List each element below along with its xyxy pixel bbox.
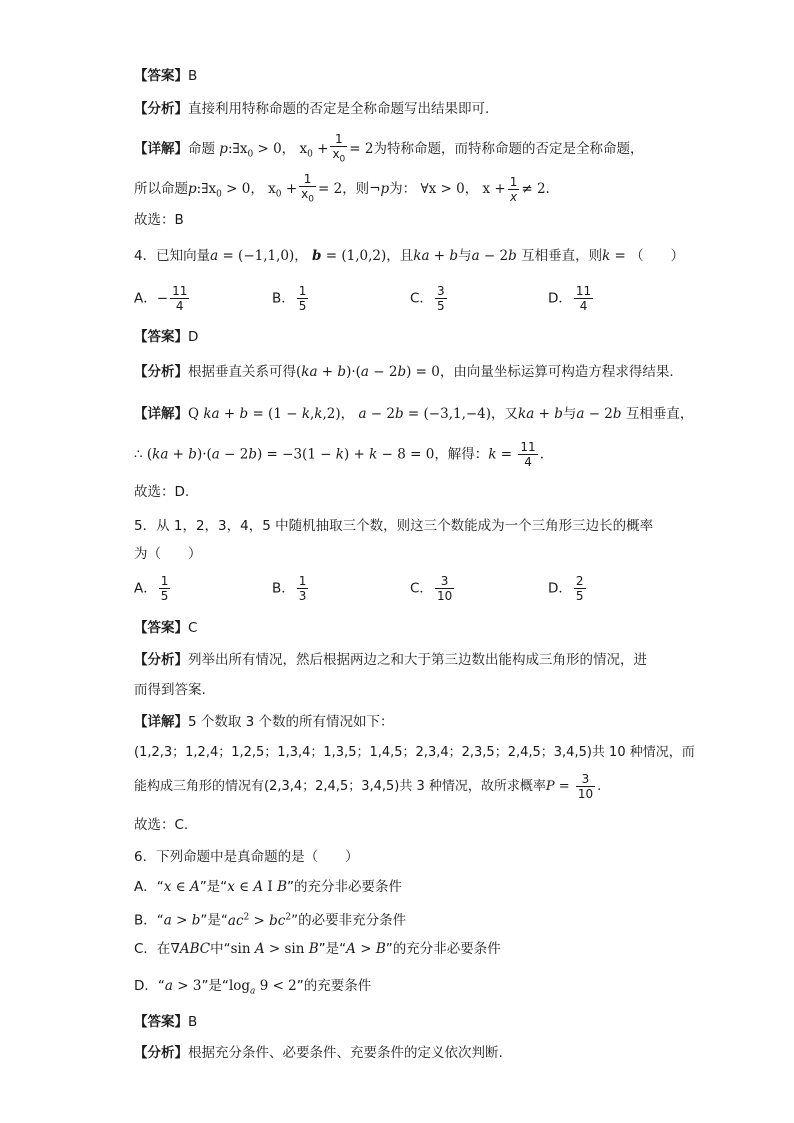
- stem-text: （ ）: [630, 248, 685, 264]
- detail-text: 又: [504, 406, 519, 422]
- stem-text: ，且: [386, 248, 414, 264]
- q4-detail-line-2: ∴ (ka + b)·(a − 2b) = −3(1 − k) + k − 8 = 0，解得：k = $\frac{11}{4}$ .: [134, 440, 544, 469]
- q6-stem: 6．下列命题中是真命题的是（ ）: [134, 849, 359, 865]
- q6-answer-line: [134, 1012, 197, 1032]
- answer-tag: 【答案】: [134, 620, 188, 636]
- detail-tag: 【详解】: [134, 714, 188, 730]
- detail-text: 所以命题: [134, 181, 188, 198]
- fraction: $\frac{3}{10}$: [577, 772, 594, 801]
- fraction: $\frac{11}{4}$: [520, 440, 536, 469]
- q4-analysis-line: 【分析】根据垂直关系可得(ka + b)·(a − 2b) = 0，由向量坐标运算可构造方程求得结果.: [134, 364, 674, 380]
- detail-text: 为：: [389, 181, 417, 198]
- q6-option-b[interactable]: B．“a > b”是“$ac^2 > bc^2$”的必要非充分条件: [134, 912, 407, 929]
- answer-tag: 【答案】: [134, 1014, 188, 1030]
- answer-value: B: [188, 68, 198, 84]
- fraction: $\frac{1}{x}$: [509, 174, 518, 204]
- q3-conclusion: 故选：B: [134, 212, 184, 228]
- formula: p: [219, 141, 228, 158]
- q5-answer-line: [134, 618, 197, 638]
- q4-conclusion: 故选：D.: [134, 484, 190, 500]
- q5-analysis-line-1: [134, 650, 647, 670]
- q5-conclusion: 故选：C.: [134, 817, 189, 833]
- q3-detail-line-1: 【详解】命题 $p:\exists x_0 > 0$， $x_0$ + $\frac{1}{x_0}$ = 2为特称命题，而特称命题的否定是全称命题，: [134, 132, 644, 165]
- detail-tag: 【详解】: [134, 406, 188, 422]
- q3-detail-line-2: 所以命题$p:\exists x_0 > 0$， $x_0$ + $\frac{1}{x_0}$ = 2，则¬p为： ∀x > 0， x + $\frac{1}{x}$ ≠ 2.: [134, 172, 550, 205]
- q6-analysis-line: [134, 1043, 503, 1063]
- detail-text: 能构成三角形的情况有(2,3,4；2,4,5；3,4,5)共 3 种情况，故所求概率: [134, 779, 546, 794]
- q4-option-a[interactable]: A．− $\frac{11}{4}$: [134, 284, 188, 313]
- stem-text: 与: [458, 248, 472, 264]
- fraction: $\frac{1}{x_0}$: [301, 172, 314, 205]
- detail-tag: 【详解】: [134, 141, 188, 158]
- q5-option-a[interactable]: A． $\frac{1}{5}$: [134, 574, 169, 603]
- q4-stem: 4．已知向量a = (−1,1,0)， b = (1,0,2)，且ka + b与a − 2b 互相垂直，则k = （ ）: [134, 248, 685, 264]
- q3-analysis-line: [134, 99, 489, 119]
- q6-option-a[interactable]: A．“x ∈ A”是“x ∈ A I B”的充分非必要条件: [134, 879, 402, 895]
- q5-option-d[interactable]: D． $\frac{2}{5}$: [548, 574, 584, 603]
- q6-option-d[interactable]: D．“a > 3”是“$\log_a$ 9 < 2”的充要条件: [134, 978, 372, 997]
- answer-tag: 【答案】: [134, 68, 188, 84]
- q5-stem-2: 为（ ）: [134, 546, 202, 562]
- answer-value: C: [188, 620, 198, 636]
- q4-detail-line-1: 【详解】Q ka + b = (1 − k,k,2)， a − 2b = (−3,1,−4)，又ka + b与a − 2b 互相垂直，: [134, 406, 694, 422]
- analysis-text: 根据垂直关系可得: [188, 364, 296, 380]
- q5-stem-1: 5．从 1，2，3，4，5 中随机抽取三个数，则这三个数能成为一个三角形三边长的概率: [134, 518, 654, 534]
- detail-text: 5 个数取 3 个数的所有情况如下：: [188, 714, 394, 730]
- fraction: $\frac{1}{x_0}$: [332, 132, 346, 165]
- detail-text: ，解得：: [434, 446, 489, 463]
- answer-value: D: [188, 329, 199, 345]
- q5-detail-line-1: [134, 712, 394, 732]
- detail-text: ，则: [342, 181, 370, 198]
- detail-text: 互相垂直，: [625, 406, 694, 422]
- q5-option-b[interactable]: B． $\frac{1}{3}$: [272, 574, 307, 603]
- q4-option-d[interactable]: D． $\frac{11}{4}$: [548, 284, 592, 313]
- q5-detail-line-2: (1,2,3；1,2,4；1,2,5；1,3,4；1,3,5；1,4,5；2,3,4；2,3,5；2,4,5；3,4,5)共 10 种情况，而: [134, 745, 695, 760]
- q4-answer-line: [134, 327, 198, 347]
- analysis-tag: 【分析】: [134, 364, 188, 380]
- q3-answer-line: [134, 66, 197, 86]
- detail-text: 与: [562, 406, 577, 422]
- answer-tag: 【答案】: [134, 329, 188, 345]
- answer-value: B: [188, 1014, 198, 1030]
- q5-detail-line-3: 能构成三角形的情况有(2,3,4；2,4,5；3,4,5)共 3 种情况，故所求概率P = $\frac{3}{10}$ .: [134, 772, 602, 801]
- stem-text: 互相垂直，则: [521, 248, 603, 264]
- q4-option-b[interactable]: B． $\frac{1}{5}$: [272, 284, 307, 313]
- analysis-tag: 【分析】: [134, 101, 188, 117]
- analysis-text: 根据充分条件、必要条件、充要条件的定义依次判断.: [188, 1045, 503, 1061]
- analysis-tag: 【分析】: [134, 1045, 188, 1061]
- q5-analysis-line-2: 而得到答案.: [134, 682, 206, 698]
- stem-text: 4．已知向量: [134, 248, 211, 264]
- detail-text: 为特称命题，而特称命题的否定是全称命题，: [373, 141, 644, 158]
- analysis-text: ，由向量坐标运算可构造方程求得结果.: [439, 364, 674, 380]
- detail-text: 命题: [188, 141, 215, 158]
- analysis-text: 直接利用特称命题的否定是全称命题写出结果即可.: [188, 101, 490, 117]
- analysis-tag: 【分析】: [134, 652, 188, 668]
- q5-option-c[interactable]: C． $\frac{3}{10}$: [410, 574, 453, 603]
- q4-option-c[interactable]: C． $\frac{3}{5}$: [410, 284, 445, 313]
- analysis-text: 列举出所有情况，然后根据两边之和大于第三边数出能构成三角形的情况，进: [188, 652, 647, 668]
- q6-option-c[interactable]: C．在∇ABC中“sin A > sin B”是“A > B”的充分非必要条件: [134, 941, 501, 957]
